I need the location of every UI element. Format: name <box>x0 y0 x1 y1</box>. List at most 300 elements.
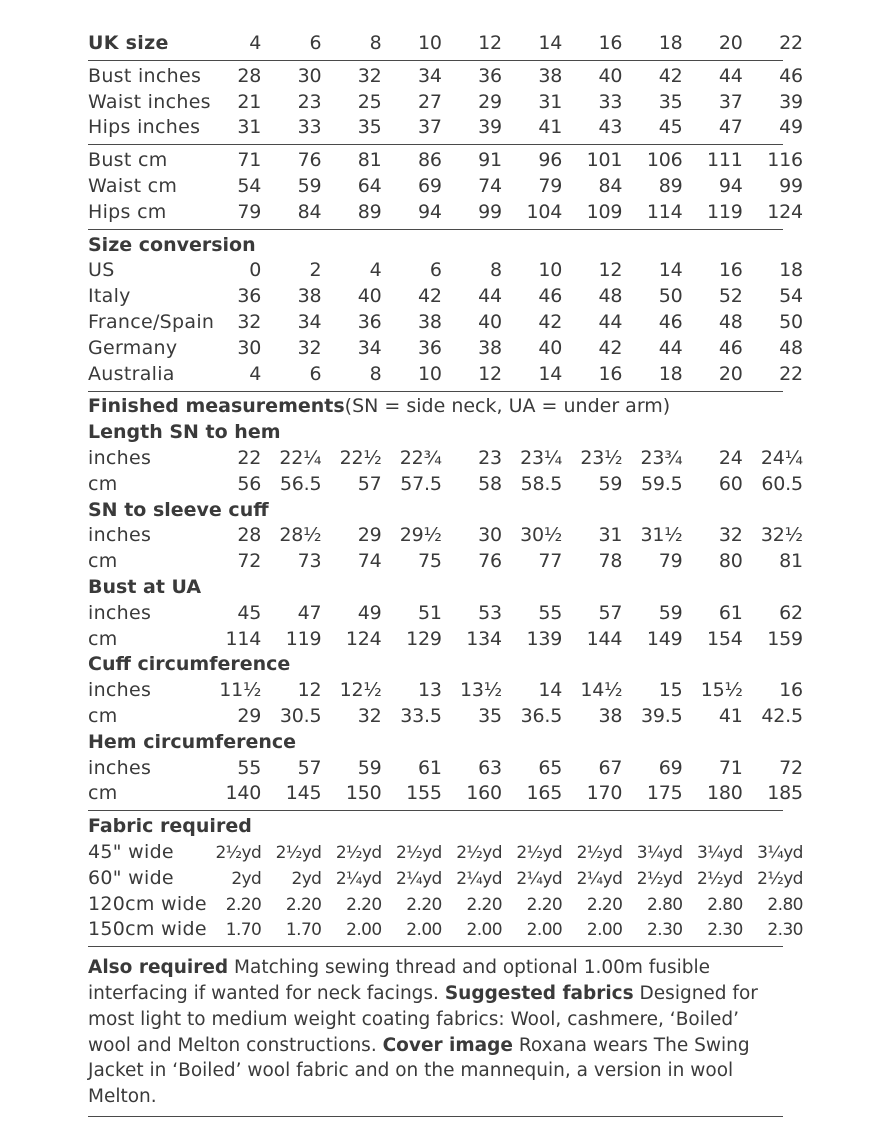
table-row <box>88 469 803 495</box>
table-cell: 2 <box>309 259 322 282</box>
notes-paragraph <box>88 955 783 1110</box>
table-row <box>88 624 803 650</box>
finished-measurements-note: (SN = side neck, UA = under arm) <box>344 395 671 418</box>
table-cell: 23 <box>478 446 502 469</box>
table-cell: 2½yd <box>516 842 563 863</box>
table-row <box>88 675 803 702</box>
table-cell: 63 <box>478 756 502 779</box>
suggested-fabrics-label: Suggested fabrics <box>444 983 634 1005</box>
size-conversion-title: Size conversion <box>88 233 256 256</box>
table-cell: 38 <box>538 64 563 87</box>
table-cell: 29 <box>357 524 382 547</box>
finished-measurements-heading <box>88 392 783 418</box>
row-values <box>201 782 803 804</box>
row-values <box>201 65 803 87</box>
table-cell: 16 <box>718 259 743 282</box>
table-row <box>88 889 803 915</box>
table-cell: 40 <box>478 310 502 333</box>
table-cell: 160 <box>466 782 502 805</box>
table-cell: 84 <box>598 174 623 197</box>
size-chart <box>88 26 803 1117</box>
table-cell: 14 <box>538 362 563 385</box>
table-cell: 50 <box>658 285 683 308</box>
table-cell: 22¼ <box>279 446 322 469</box>
table-cell: 2.30 <box>707 920 743 941</box>
table-cell: 28 <box>237 524 262 547</box>
table-cell: 33 <box>598 90 623 113</box>
table-cell: 2.20 <box>526 894 563 915</box>
table-cell: 41 <box>718 704 743 727</box>
table-cell: 38 <box>417 310 442 333</box>
table-cell: 18 <box>779 259 803 282</box>
table-cell: 8 <box>369 362 382 385</box>
table-cell: 40 <box>598 64 623 87</box>
row-values <box>201 550 803 572</box>
table-cell: 31 <box>237 116 262 139</box>
table-cell: 114 <box>646 200 683 223</box>
row-label: Bust cm <box>88 149 168 172</box>
table-cell: 16 <box>598 362 623 385</box>
table-cell: 71 <box>718 756 743 779</box>
table-cell: 42 <box>658 64 683 87</box>
table-cell: 55 <box>538 601 563 624</box>
table-cell: 46 <box>658 310 683 333</box>
table-cell: 30½ <box>520 524 563 547</box>
row-label: Bust inches <box>88 64 202 87</box>
table-cell: 72 <box>779 756 803 779</box>
row-label: cm <box>88 627 118 650</box>
size-conversion-section <box>88 256 803 385</box>
table-cell: 29 <box>237 704 262 727</box>
table-cell: 71 <box>237 149 262 172</box>
table-row <box>88 753 803 779</box>
table-cell: 62 <box>779 601 803 624</box>
size-cell: 18 <box>658 32 683 54</box>
table-cell: 27 <box>417 90 442 113</box>
table-cell: 2¼yd <box>456 868 502 889</box>
table-cell: 22 <box>237 446 262 469</box>
table-cell: 10 <box>538 259 563 282</box>
table-cell: 101 <box>586 149 623 172</box>
table-cell: 2½yd <box>696 868 743 889</box>
table-cell: 89 <box>357 200 382 223</box>
table-cell: 30 <box>478 524 502 547</box>
table-cell: 79 <box>538 174 563 197</box>
table-row <box>88 171 803 197</box>
table-cell: 180 <box>707 782 743 805</box>
table-cell: 116 <box>767 149 803 172</box>
row-label: Australia <box>88 362 175 385</box>
table-cell: 30 <box>297 64 322 87</box>
table-cell: 175 <box>646 782 683 805</box>
table-cell: 59 <box>658 601 683 624</box>
table-cell: 13½ <box>459 679 502 702</box>
table-cell: 28 <box>237 64 262 87</box>
table-cell: 48 <box>718 310 743 333</box>
table-cell: 48 <box>779 336 803 359</box>
row-label: 150cm wide <box>88 918 207 941</box>
table-cell: 0 <box>249 259 262 282</box>
table-cell: 12½ <box>339 679 382 702</box>
table-cell: 12 <box>297 679 322 702</box>
row-values <box>201 602 803 624</box>
table-cell: 24¼ <box>760 446 803 469</box>
row-values <box>201 920 803 940</box>
table-row <box>88 915 803 941</box>
table-cell: 59 <box>297 174 322 197</box>
table-cell: 86 <box>417 149 442 172</box>
table-cell: 23 <box>297 90 322 113</box>
table-cell: 4 <box>369 259 382 282</box>
row-label: Germany <box>88 336 178 359</box>
row-label: cm <box>88 704 118 727</box>
table-cell: 2½yd <box>275 842 322 863</box>
row-values <box>201 628 803 650</box>
table-cell: 165 <box>526 782 563 805</box>
table-cell: 15½ <box>700 679 743 702</box>
row-values <box>201 175 803 197</box>
row-label: Waist cm <box>88 174 178 197</box>
table-cell: 25 <box>357 90 382 113</box>
table-cell: 155 <box>406 782 442 805</box>
table-cell: 2¼yd <box>396 868 442 889</box>
table-cell: 15 <box>658 679 683 702</box>
row-values <box>201 447 803 469</box>
table-cell: 2.20 <box>466 894 502 915</box>
table-cell: 64 <box>357 174 382 197</box>
table-cell: 59 <box>357 756 382 779</box>
table-cell: 30.5 <box>279 704 322 727</box>
table-cell: 159 <box>767 627 803 650</box>
table-cell: 119 <box>285 627 322 650</box>
table-cell: 57 <box>357 472 382 495</box>
table-cell: 2½yd <box>636 868 683 889</box>
table-cell: 32½ <box>760 524 803 547</box>
table-row <box>88 837 803 863</box>
fabric-required-section <box>88 837 803 941</box>
table-cell: 124 <box>345 627 382 650</box>
table-cell: 69 <box>417 174 442 197</box>
table-cell: 34 <box>357 336 382 359</box>
fabric-required-title: Fabric required <box>88 815 252 838</box>
table-cell: 2.20 <box>225 894 262 915</box>
table-cell: 44 <box>478 285 502 308</box>
table-cell: 49 <box>779 116 803 139</box>
table-cell: 73 <box>297 550 322 573</box>
table-row <box>88 307 803 333</box>
uk-size-values <box>201 32 803 54</box>
divider <box>88 946 783 947</box>
table-cell: 111 <box>707 149 743 172</box>
table-cell: 39.5 <box>640 704 683 727</box>
table-cell: 2.30 <box>647 920 683 941</box>
table-cell: 2.80 <box>647 894 683 915</box>
cover-image-label: Cover image <box>382 1034 513 1056</box>
table-cell: 2½yd <box>335 842 382 863</box>
table-cell: 119 <box>707 200 743 223</box>
row-values <box>201 201 803 223</box>
table-cell: 39 <box>478 116 502 139</box>
table-row <box>88 281 803 308</box>
table-cell: 185 <box>767 782 803 805</box>
table-cell: 31 <box>538 90 563 113</box>
table-cell: 57 <box>297 756 322 779</box>
table-cell: 20 <box>718 362 743 385</box>
table-cell: 31½ <box>640 524 683 547</box>
table-cell: 46 <box>779 64 803 87</box>
measurement-group-title: Hem circumference <box>88 730 297 753</box>
table-cell: 58 <box>478 472 502 495</box>
measurement-group-title: Bust at UA <box>88 575 202 598</box>
table-cell: 35 <box>658 90 683 113</box>
row-values <box>201 895 803 915</box>
table-cell: 33 <box>297 116 322 139</box>
table-cell: 96 <box>538 149 563 172</box>
table-cell: 104 <box>526 200 563 223</box>
table-cell: 42 <box>417 285 442 308</box>
table-cell: 52 <box>718 285 743 308</box>
table-cell: 44 <box>718 64 743 87</box>
table-cell: 38 <box>297 285 322 308</box>
table-cell: 2.20 <box>406 894 442 915</box>
table-cell: 30 <box>237 336 262 359</box>
divider <box>88 1116 783 1117</box>
table-cell: 76 <box>297 149 322 172</box>
table-cell: 74 <box>357 550 382 573</box>
table-row <box>88 333 803 359</box>
table-cell: 14 <box>538 679 563 702</box>
row-label: Hips cm <box>88 200 167 223</box>
table-cell: 45 <box>237 601 262 624</box>
table-cell: 106 <box>646 149 683 172</box>
table-cell: 4 <box>249 362 262 385</box>
table-cell: 79 <box>658 550 683 573</box>
table-cell: 65 <box>538 756 563 779</box>
table-cell: 124 <box>767 200 803 223</box>
table-cell: 43 <box>598 116 623 139</box>
table-cell: 2½yd <box>456 842 502 863</box>
table-cell: 36.5 <box>520 704 563 727</box>
row-label: US <box>88 259 115 282</box>
table-cell: 37 <box>417 116 442 139</box>
row-values <box>201 259 803 281</box>
table-cell: 2.20 <box>586 894 623 915</box>
row-values <box>201 679 803 701</box>
table-cell: 2.80 <box>707 894 743 915</box>
finished-measurements-section <box>88 417 803 805</box>
row-values <box>201 149 803 171</box>
table-row <box>88 701 803 727</box>
table-cell: 36 <box>478 64 502 87</box>
table-cell: 45 <box>658 116 683 139</box>
table-cell: 72 <box>237 550 262 573</box>
row-label: 45" wide <box>88 840 174 863</box>
row-label: inches <box>88 524 152 547</box>
table-cell: 24 <box>718 446 743 469</box>
table-cell: 2.00 <box>346 920 382 941</box>
table-cell: 36 <box>237 285 262 308</box>
also-required-label: Also required <box>88 957 229 979</box>
row-label: cm <box>88 550 118 573</box>
table-cell: 3¼yd <box>636 842 683 863</box>
table-cell: 2.20 <box>346 894 382 915</box>
row-label: Hips inches <box>88 116 201 139</box>
table-cell: 56 <box>237 472 262 495</box>
row-label: 120cm wide <box>88 892 207 915</box>
row-label: Italy <box>88 285 131 308</box>
table-cell: 74 <box>478 174 502 197</box>
table-cell: 32 <box>718 524 743 547</box>
table-cell: 40 <box>538 336 563 359</box>
table-cell: 139 <box>526 627 563 650</box>
table-cell: 36 <box>357 310 382 333</box>
table-cell: 1.70 <box>285 920 322 941</box>
table-cell: 28½ <box>279 524 322 547</box>
table-cell: 46 <box>718 336 743 359</box>
table-cell: 54 <box>237 174 262 197</box>
table-cell: 145 <box>285 782 322 805</box>
table-cell: 76 <box>478 550 502 573</box>
table-cell: 51 <box>417 601 442 624</box>
table-cell: 33.5 <box>400 704 442 727</box>
table-cell: 2½yd <box>757 868 803 889</box>
table-cell: 89 <box>658 174 683 197</box>
table-cell: 35 <box>478 704 502 727</box>
table-cell: 2yd <box>291 868 322 889</box>
size-cell: 14 <box>538 32 563 54</box>
table-cell: 22 <box>779 362 803 385</box>
table-cell: 80 <box>718 550 743 573</box>
table-cell: 42 <box>538 310 563 333</box>
size-cell: 16 <box>598 32 623 54</box>
size-cell: 4 <box>249 32 262 54</box>
cover-image-text: Roxana wears The Swing Jacket in ‘Boiled’ wool fabric and on the mannequin, a version in wool Melton. <box>88 1034 750 1108</box>
size-cell: 8 <box>369 32 382 54</box>
table-row <box>88 113 803 139</box>
also-required-text: Matching sewing thread and optional 1.00m fusible interfacing if wanted for neck facings. <box>88 957 711 1005</box>
table-cell: 150 <box>345 782 382 805</box>
table-cell: 10 <box>417 362 442 385</box>
table-cell: 12 <box>478 362 502 385</box>
body-cm-section <box>88 145 803 223</box>
table-cell: 29 <box>478 90 502 113</box>
table-cell: 2¼yd <box>335 868 382 889</box>
table-cell: 23¼ <box>520 446 563 469</box>
table-cell: 12 <box>598 259 623 282</box>
row-values <box>201 285 803 307</box>
table-cell: 40 <box>357 285 382 308</box>
table-row <box>88 87 803 113</box>
table-row <box>88 359 803 385</box>
row-values <box>201 705 803 727</box>
table-cell: 32 <box>357 704 382 727</box>
table-cell: 60 <box>718 472 743 495</box>
table-cell: 14½ <box>580 679 623 702</box>
measurement-group-title: Length SN to hem <box>88 421 281 444</box>
table-cell: 2.00 <box>406 920 442 941</box>
table-cell: 18 <box>658 362 683 385</box>
uk-size-header-row <box>88 26 803 54</box>
table-cell: 38 <box>598 704 623 727</box>
table-cell: 42.5 <box>761 704 803 727</box>
table-cell: 84 <box>297 200 322 223</box>
body-inches-section <box>88 61 803 139</box>
row-label: inches <box>88 601 152 624</box>
row-values <box>201 116 803 138</box>
table-cell: 61 <box>718 601 743 624</box>
table-row <box>88 145 803 172</box>
table-cell: 2½yd <box>215 842 262 863</box>
size-cell: 12 <box>478 32 502 54</box>
measurement-group-title: Cuff circumference <box>88 653 291 676</box>
table-cell: 35 <box>357 116 382 139</box>
table-cell: 3¼yd <box>696 842 743 863</box>
table-cell: 32 <box>297 336 322 359</box>
table-cell: 154 <box>707 627 743 650</box>
table-cell: 44 <box>598 310 623 333</box>
table-cell: 48 <box>598 285 623 308</box>
table-cell: 37 <box>718 90 743 113</box>
table-cell: 61 <box>417 756 442 779</box>
table-cell: 2.30 <box>767 920 803 941</box>
table-cell: 22½ <box>339 446 382 469</box>
table-cell: 144 <box>586 627 623 650</box>
table-cell: 39 <box>779 90 803 113</box>
table-cell: 53 <box>478 601 502 624</box>
table-cell: 50 <box>779 310 803 333</box>
table-cell: 59 <box>598 472 623 495</box>
suggested-fabrics-text: Designed for most light to medium weight coating fabrics: Wool, cashmere, ‘Boiled’ wool and Melton constructions. <box>88 983 758 1056</box>
table-cell: 94 <box>718 174 743 197</box>
table-cell: 2.80 <box>767 894 803 915</box>
table-cell: 49 <box>357 601 382 624</box>
table-cell: 41 <box>538 116 563 139</box>
table-cell: 21 <box>237 90 262 113</box>
table-cell: 60.5 <box>761 472 803 495</box>
table-cell: 77 <box>538 550 563 573</box>
row-values <box>201 91 803 113</box>
table-row <box>88 598 803 624</box>
table-cell: 2.00 <box>586 920 623 941</box>
row-label: cm <box>88 472 118 495</box>
table-cell: 22¾ <box>399 446 442 469</box>
table-cell: 109 <box>586 200 623 223</box>
table-cell: 59.5 <box>640 472 683 495</box>
table-cell: 91 <box>478 149 502 172</box>
row-label: inches <box>88 446 152 469</box>
table-cell: 134 <box>466 627 502 650</box>
table-cell: 78 <box>598 550 623 573</box>
table-cell: 38 <box>478 336 502 359</box>
table-cell: 42 <box>598 336 623 359</box>
table-cell: 129 <box>406 627 442 650</box>
table-row <box>88 779 803 805</box>
table-cell: 57.5 <box>400 472 442 495</box>
table-cell: 69 <box>658 756 683 779</box>
table-cell: 99 <box>478 200 502 223</box>
row-label: cm <box>88 782 118 805</box>
table-cell: 99 <box>779 174 803 197</box>
size-cell: 6 <box>309 32 322 54</box>
row-label: Waist inches <box>88 90 211 113</box>
table-cell: 58.5 <box>520 472 563 495</box>
table-cell: 94 <box>417 200 442 223</box>
table-cell: 2yd <box>231 868 262 889</box>
row-values <box>201 473 803 495</box>
table-cell: 55 <box>237 756 262 779</box>
row-label: inches <box>88 679 152 702</box>
table-cell: 47 <box>718 116 743 139</box>
